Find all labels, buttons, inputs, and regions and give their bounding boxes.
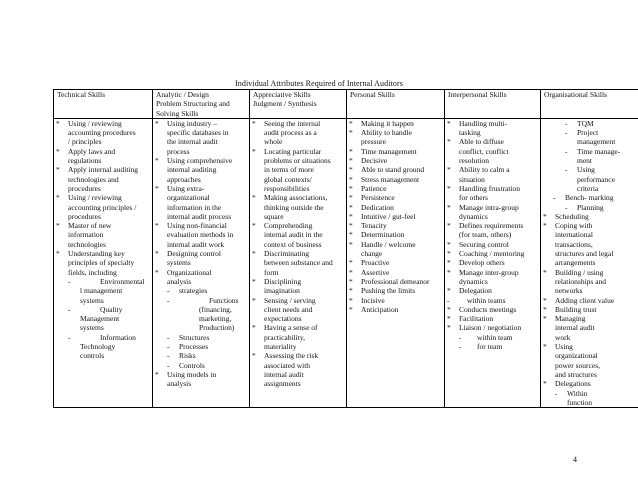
sub-item: - Environmental l management systems xyxy=(68,276,145,305)
list-item: * Conducts meetings xyxy=(447,304,517,314)
list-item: * Professional demeanor xyxy=(349,276,430,286)
page-number: 4 xyxy=(573,455,577,464)
list-item: * Defines requirements (for team, others) xyxy=(447,221,524,240)
list-item: * Ability to handle pressure xyxy=(349,128,412,147)
list-item: * Building trust xyxy=(543,304,597,314)
list-item: * Master of new information technologies xyxy=(56,221,112,249)
sub-item: - Controls xyxy=(167,360,205,370)
cell-technical xyxy=(54,118,153,407)
list-item: * Anticipation xyxy=(349,304,399,314)
sub-item: - strategies xyxy=(167,286,208,296)
list-item: * Intuitive / gut-feel xyxy=(349,211,416,221)
header-analytic: Analytic / Design Problem Structuring and Solving Skills xyxy=(153,90,250,119)
list-item: * Proactive xyxy=(349,258,390,268)
sub-item: - Within function xyxy=(555,388,592,407)
list-item: * Organizational analysis xyxy=(155,267,212,286)
sub-item: - Using performance criteria xyxy=(565,165,615,193)
list-item: * Using industry – specific databases in the internal audit process xyxy=(155,118,229,156)
list-item: * Apply laws and regulations xyxy=(56,146,116,166)
cell-organisational xyxy=(541,118,638,407)
attributes-table xyxy=(53,89,638,408)
list-item: * Delegations xyxy=(543,379,591,389)
list-item: * Handle / welcome change xyxy=(349,239,416,259)
list-item: * Making it happen xyxy=(349,118,414,128)
header-appreciative: Appreciative Skills Judgment / Synthesis xyxy=(250,90,347,119)
sub-item: - Information Technology controls xyxy=(68,332,136,361)
list-item: * Dedication xyxy=(349,202,394,212)
header-interpersonal: Interpersonal Skills xyxy=(445,90,541,119)
list-item: * Coaching / mentoring xyxy=(447,249,525,259)
list-item: * Designing control systems xyxy=(155,249,221,268)
list-item: * Persistence xyxy=(349,193,395,203)
list-item: * Decisive xyxy=(349,156,388,166)
list-item: * Manage intra-group dynamics xyxy=(447,202,519,221)
header-organisational: Organisational Skills xyxy=(541,90,638,119)
list-item: * Using models in analysis xyxy=(155,369,217,389)
list-item: * Locating particular problems or situations in terms of more global contexts/ responsibilities xyxy=(252,146,331,193)
list-item: * Stress management xyxy=(349,174,420,184)
content-row xyxy=(54,118,638,407)
header-personal: Personal Skills xyxy=(347,90,445,119)
cell-analytic xyxy=(153,118,250,407)
list-item: * Comprehending internal audit in the context of business xyxy=(252,221,323,249)
list-item: * Develop others xyxy=(447,258,505,268)
list-item: * Sensing / serving client needs and expectations xyxy=(252,295,316,324)
sub-item: - Planning xyxy=(565,202,604,212)
list-item: * Making associations, thinking outside the square xyxy=(252,193,328,221)
table-title: Individual Attributes Required of Internal Auditors xyxy=(235,79,403,88)
list-item: * Handling frustration for others xyxy=(447,183,521,203)
sub-item: - Risks xyxy=(167,351,196,361)
list-item: * Adding client value xyxy=(543,295,615,305)
list-item: * Understanding key principles of specialty fields, including xyxy=(56,249,135,277)
sub-item: - Time manage- ment xyxy=(565,146,621,166)
list-item: * Patience xyxy=(349,183,387,193)
cell-personal xyxy=(347,118,445,407)
sub-item: - Structures xyxy=(167,332,210,342)
sub-item: - Functions (financing, marketing, Production) xyxy=(167,295,239,333)
list-item: * Incisive xyxy=(349,295,385,305)
list-item: * Using organizational power sources, and structures xyxy=(543,342,600,379)
list-item: * Coping with international transactions, structures and legal arrangements xyxy=(543,221,614,268)
list-item: * Pushing the limits xyxy=(349,286,416,296)
sub-item: - within team xyxy=(459,332,513,342)
sub-item: - Bench- marking xyxy=(553,193,614,203)
header-technical: Technical Skills xyxy=(54,90,153,119)
list-item: * Handling multi- tasking xyxy=(447,118,508,138)
list-item: * Apply internal auditing technologies and procedures xyxy=(56,165,138,193)
list-item: * Seeing the internal audit process as a whole xyxy=(252,118,321,147)
list-item: * Manage inter-group dynamics xyxy=(447,267,519,286)
list-item: * Time management xyxy=(349,146,417,156)
list-item: * Using / reviewing accounting principles / procedures xyxy=(56,193,137,221)
list-item: * Facilitation xyxy=(447,314,494,324)
list-item: * Scheduling xyxy=(543,211,589,221)
sub-item: - Processes xyxy=(167,342,209,352)
sub-item: - Quality Management systems xyxy=(68,304,123,333)
cell-appreciative xyxy=(250,118,347,407)
list-item: * Determination xyxy=(349,230,405,240)
list-item: * Delegation xyxy=(447,286,492,296)
list-item: * Using comprehensive internal auditing approaches xyxy=(155,156,233,184)
list-item: * Liaison / negotiation xyxy=(447,323,522,333)
list-item: * Using non-financial evaluation methods in internal audit work xyxy=(155,221,234,249)
list-item: * Building / using relationships and networks xyxy=(543,267,607,296)
list-item: * Using / reviewing accounting procedures / principles xyxy=(56,118,136,147)
list-item: * Using extra- organizational information in the internal audit process xyxy=(155,183,232,221)
list-item: * Ability to calm a situation xyxy=(447,165,510,184)
cell-interpersonal xyxy=(445,118,541,407)
sub-item: - for team xyxy=(459,342,503,352)
list-item: * Securing control xyxy=(447,239,509,249)
list-item: * Assertive xyxy=(349,267,390,277)
list-item: * Able to diffuse conflict, conflict resolution xyxy=(447,137,509,166)
sub-item: - Project management xyxy=(565,128,616,147)
list-item: * Having a sense of practicability, materiality xyxy=(252,323,318,352)
sub-item: - TQM xyxy=(565,118,594,128)
list-item: * Disciplining imagination xyxy=(252,276,302,296)
sub-item: - within teams xyxy=(447,295,506,305)
header-row xyxy=(54,90,638,119)
list-item: * Assessing the risk associated with internal audit assignments xyxy=(252,351,319,389)
list-item: * Discriminating between substance and form xyxy=(252,249,333,277)
list-item: * Tenacity xyxy=(349,221,387,231)
list-item: * Managing internal audit work xyxy=(543,314,595,342)
list-item: * Able to stand ground xyxy=(349,165,425,175)
